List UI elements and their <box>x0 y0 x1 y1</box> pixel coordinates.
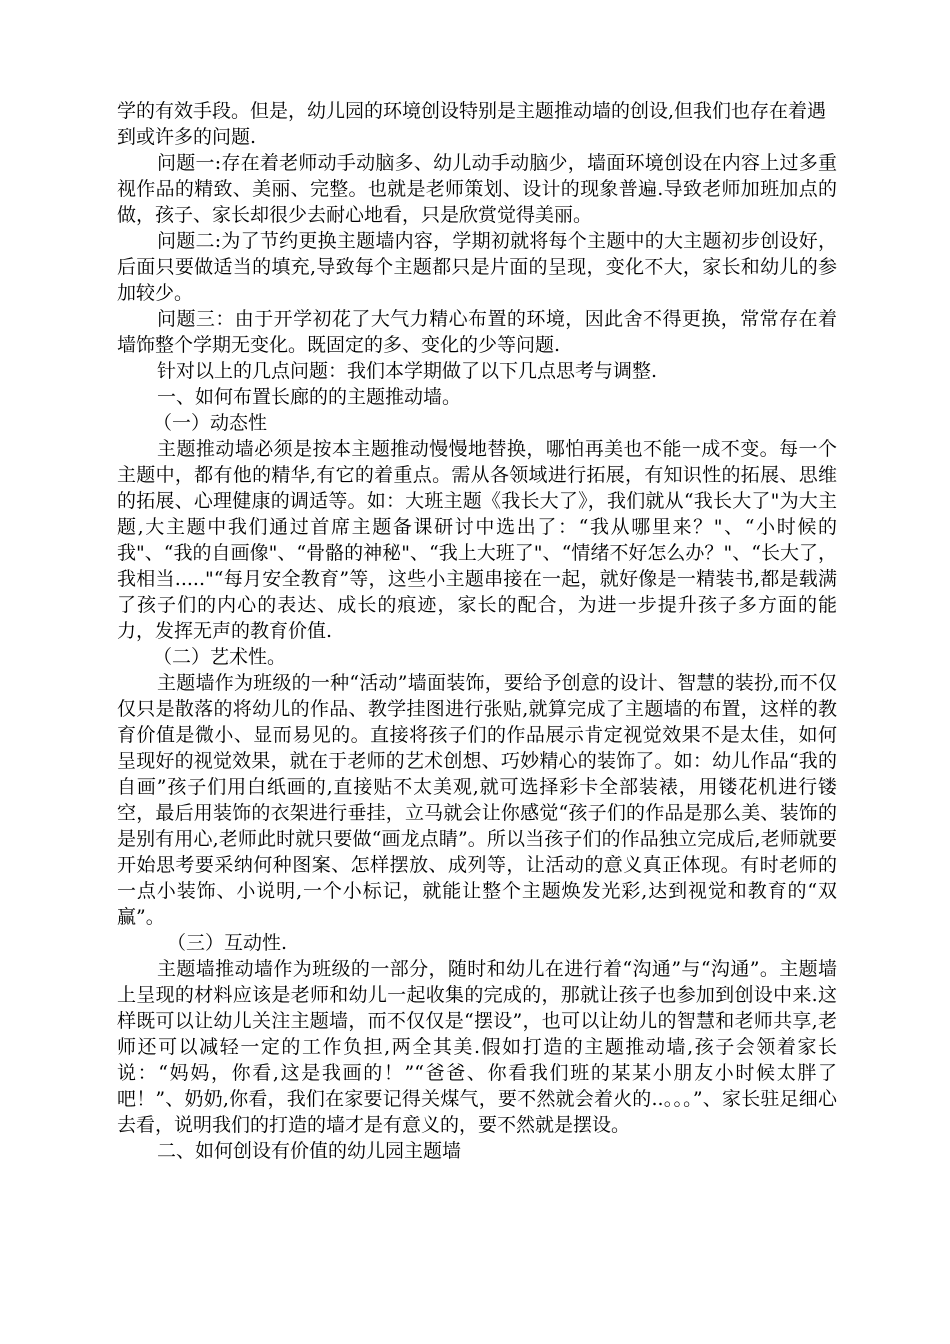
subsection-heading-dynamic: （一）动态性 <box>153 412 268 434</box>
paragraph-dynamic: 主题推动墙必须是按本主题推动慢慢地替换，哪怕再美也不能一成不变。每一个主题中，都有他的精华,有它的着重点。需从各领域进行拓展，有知识性的拓展、思维的拓展、心理健康的调适等。如：大班主题《我长大了》，我们就从“我长大了"为大主题,大主题中我们通过首席主题备课研讨中选出了：“我从哪里来？"、“小时候的我"、“我的自画像"、“骨骼的神秘"、“我上大班了"、“情绪不好怎么办？"、“长大了，我相当....."“每月安全教育”等，这些小主题串接在一起，就好像是一精装书,都是载满了孩子们的内心的表达、成长的痕迹，家长的配合，为进一步提升孩子多方面的能力，发挥无声的教育价值. <box>117 438 837 642</box>
paragraph-interactive: 主题墙推动墙作为班级的一部分，随时和幼儿在进行着“沟通”与“沟通”。主题墙上呈现的材料应该是老师和幼儿一起收集的完成的，那就让孩子也参加到创设中来.这样既可以让幼儿关注主题墙，而不仅仅是“摆设”，也可以让幼儿的智慧和老师共享,老师还可以减轻一定的工作负担,两全其美.假如打造的主题推动墙,孩子会领着家长说：“妈妈，你看,这是我画的！”“爸爸、你看我们班的某某小朋友小时候太胖了吧！”、奶奶,你看，我们在家要记得关煤气，要不然就会着火的..。。。”、家长驻足细心去看，说明我们的打造的墙才是有意义的，要不然就是摆设。 <box>117 958 837 1136</box>
section-heading-1: 一、如何布置长廊的的主题推动墙。 <box>157 386 462 408</box>
subsection-heading-interactive: （三）互动性. <box>167 932 288 954</box>
paragraph-intro: 学的有效手段。但是，幼儿园的环境创设特别是主题推动墙的创设,但我们也存在着遇到或许多的问题. <box>117 100 827 148</box>
paragraph-response: 针对以上的几点问题：我们本学期做了以下几点思考与调整. <box>157 360 658 382</box>
paragraph-artistic: 主题墙作为班级的一种“活动”墙面装饰，要给予创意的设计、智慧的装扮,而不仅仅只是散落的将幼儿的作品、教学挂图进行张贴,就算完成了主题墙的布置，这样的教育价值是微小、显而易见的。直接将孩子们的作品展示肯定视觉效果不是太佳，如何呈现好的视觉效果，就在于老师的艺术创想、巧妙精心的装饰了。如：幼儿作品“我的自画”孩子们用白纸画的,直接贴不太美观,就可选择彩卡全部装裱，用镂花机进行镂空，最后用装饰的衣架进行垂挂，立马就会让你感觉“孩子们的作品是那么美、装饰的是别有用心,老师此时就只要做“画龙点睛”。所以当孩子们的作品独立完成后,老师就要开始思考要采纳何种图案、怎样摆放、成列等，让活动的意义真正体现。有时老师的一点小装饰、小说明,一个小标记，就能让整个主题焕发光彩,达到视觉和教育的“双赢”。 <box>117 672 837 928</box>
paragraph-problem-3: 问题三：由于开学初花了大气力精心布置的环境，因此舍不得更换，常常存在着墙饰整个学期无变化。既固定的多、变化的少等问题. <box>117 308 837 356</box>
paragraph-problem-2: 问题二:为了节约更换主题墙内容，学期初就将每个主题中的大主题初步创设好，后面只要做适当的填充,导致每个主题都只是片面的呈现，变化不大，家长和幼儿的参加较少。 <box>117 230 837 304</box>
subsection-heading-artistic: （二）艺术性。 <box>153 646 287 668</box>
paragraph-problem-1: 问题一:存在着老师动手动脑多、幼儿动手动脑少，墙面环境创设在内容上过多重视作品的精致、美丽、完整。也就是老师策划、设计的现象普遍.导致老师加班加点的做，孩子、家长却很少去耐心地看，只是欣赏觉得美丽。 <box>117 152 837 226</box>
section-heading-2: 二、如何创设有价值的幼儿园主题墙 <box>157 1140 462 1162</box>
document-page <box>117 98 837 1164</box>
